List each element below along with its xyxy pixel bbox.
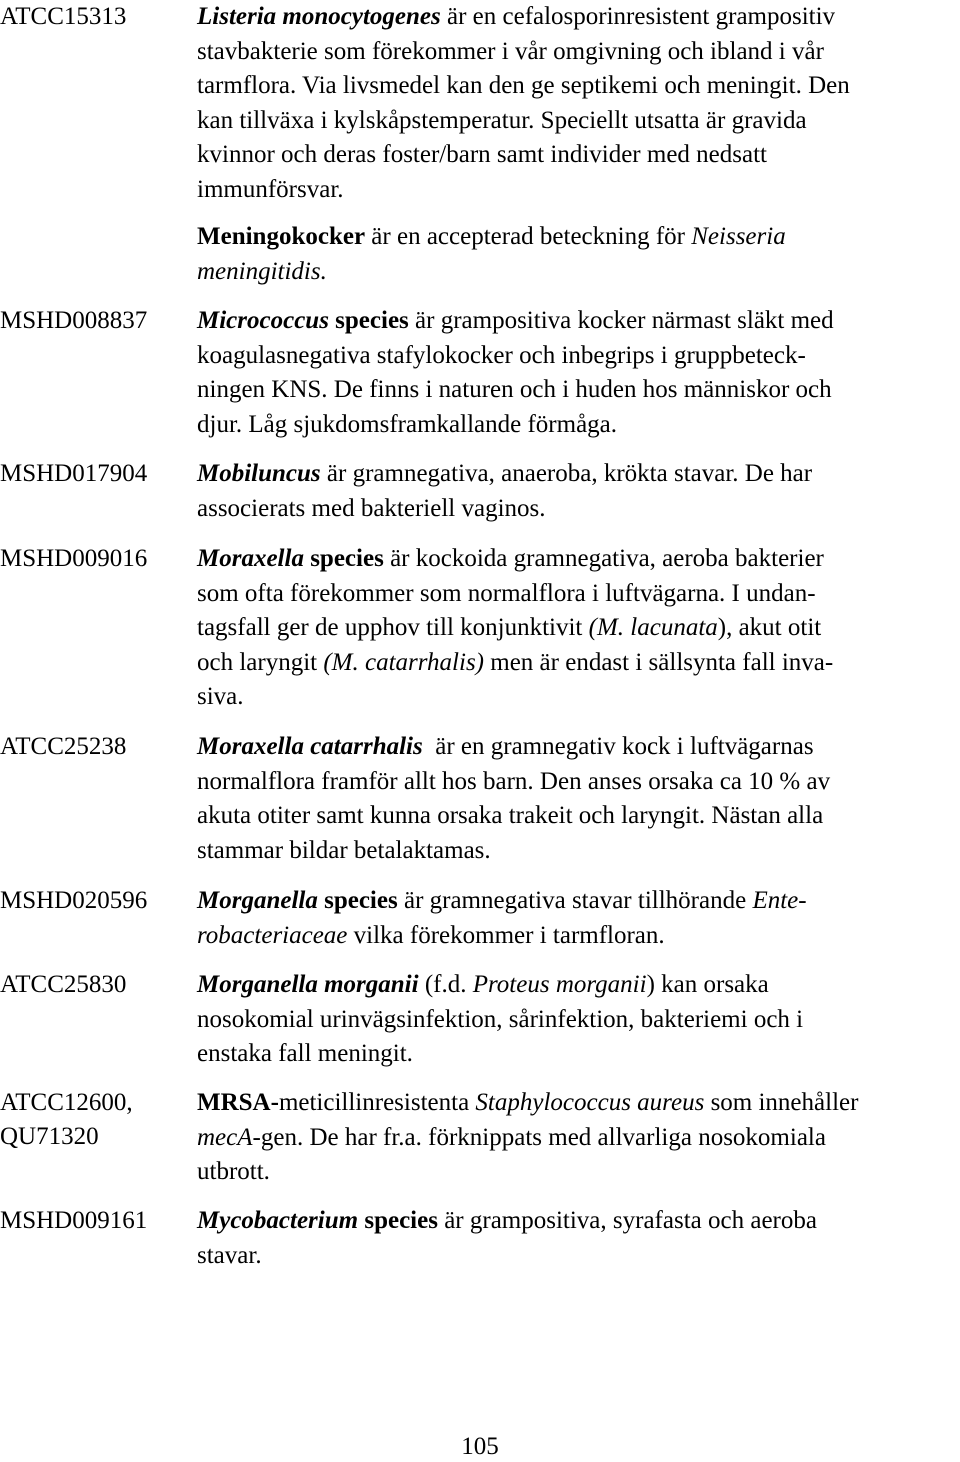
text-run: är en gramnegativ kock i luftvägarnas <box>422 733 814 760</box>
bold-term: species <box>358 1207 438 1234</box>
entry-description <box>197 884 957 953</box>
text-run: (f.d. <box>418 971 473 998</box>
description-line <box>197 339 957 374</box>
description-line <box>197 255 957 290</box>
description-line <box>197 1239 957 1274</box>
description-line <box>197 69 957 104</box>
description-line <box>197 1086 957 1121</box>
description-line <box>197 138 957 173</box>
strain-code-line: MSHD009161 <box>0 1207 148 1234</box>
text-run: vilka förekommer i tarmfloran. <box>347 921 665 949</box>
text-run: som ofta förekommer som normalflora i luftvägarna. I undan- <box>197 579 816 607</box>
text-run: meticillinresistenta <box>278 1089 476 1116</box>
bold-term: MRSA- <box>197 1089 279 1116</box>
italic-term: (M. lacunata <box>588 614 718 641</box>
strain-code-line: QU71320 <box>0 1123 99 1150</box>
description-line <box>197 765 957 800</box>
text-run: tarmflora. Via livsmedel kan den ge septikemi och meningit. Den <box>197 72 850 99</box>
strain-code-line: MSHD008837 <box>0 307 148 334</box>
organism-name: Moraxella catarrhalis <box>197 733 423 760</box>
italic-term: meningitidis. <box>197 257 327 285</box>
strain-code <box>0 457 190 491</box>
entry-description <box>197 220 957 289</box>
italic-term: Ente- <box>752 887 807 914</box>
description-line <box>197 0 957 35</box>
strain-code-line: MSHD009016 <box>0 545 148 572</box>
text-run: djur. Låg sjukdomsframkallande förmåga. <box>197 410 618 438</box>
text-run: stavar. <box>197 1241 262 1269</box>
description-line <box>197 577 957 612</box>
description-line <box>197 799 957 834</box>
organism-name: Morganella morganii <box>197 971 419 998</box>
organism-name: Mycobacterium <box>197 1207 359 1234</box>
bold-term: species <box>317 887 398 914</box>
description-line <box>197 646 957 681</box>
description-line <box>197 1121 957 1156</box>
text-run: är gramnegativa stavar tillhörande <box>397 887 753 914</box>
italic-term: (M. catarrhalis) <box>323 648 485 676</box>
strain-code-line: MSHD017904 <box>0 460 148 487</box>
text-run: stavbakterie som förekommer i vår omgivning och ibland i vår <box>197 37 824 65</box>
description-line <box>197 834 957 869</box>
text-run: tagsfall ger de upphov till konjunktivit <box>197 614 589 641</box>
text-run: siva. <box>197 683 244 710</box>
italic-term: mecA <box>197 1123 253 1151</box>
strain-code <box>0 730 190 764</box>
text-run: normalflora framför allt hos barn. Den anses orsaka ca 10 % av <box>197 767 831 795</box>
text-run: nosokomial urinvägsinfektion, sårinfektion, bakteriemi och i <box>197 1005 804 1033</box>
strain-code <box>0 304 190 338</box>
text-run: ningen KNS. De finns i naturen och i huden hos människor och <box>197 376 832 403</box>
text-run: akuta otiter samt kunna orsaka trakeit och laryngit. Nästan alla <box>197 802 824 829</box>
italic-term: Proteus morganii <box>472 971 647 998</box>
bold-term: species <box>328 307 409 334</box>
italic-term: robacteriaceae <box>197 921 348 949</box>
description-line <box>197 457 957 492</box>
description-line <box>197 919 957 954</box>
entry-description <box>197 304 957 442</box>
strain-code-line: ATCC25238 <box>0 733 127 760</box>
strain-code <box>0 968 190 1002</box>
strain-code-line: ATCC25830 <box>0 971 127 998</box>
text-run: är grampositiva, syrafasta och aeroba <box>437 1207 817 1234</box>
italic-term: Neisseria <box>691 223 786 250</box>
description-line <box>197 1204 957 1239</box>
text-run: ), akut otit <box>717 614 822 641</box>
text-run: men är endast i sällsynta fall inva- <box>484 648 834 676</box>
strain-code <box>0 0 190 34</box>
description-line <box>197 542 957 577</box>
description-line <box>197 408 957 443</box>
page-number: 105 <box>461 1433 499 1460</box>
text-run: enstaka fall meningit. <box>197 1040 413 1067</box>
entry-description <box>197 1086 957 1190</box>
description-line <box>197 304 957 339</box>
bold-term: species <box>303 545 384 572</box>
organism-name: Morganella <box>197 887 318 914</box>
description-line <box>197 611 957 646</box>
description-line <box>197 35 957 70</box>
description-line <box>197 730 957 765</box>
strain-code <box>0 884 190 918</box>
description-line <box>197 1037 957 1072</box>
organism-name: Moraxella <box>197 545 304 572</box>
text-run: kvinnor och deras foster/barn samt individer med nedsatt <box>197 141 767 168</box>
entry-description <box>197 1204 957 1273</box>
text-run: utbrott. <box>197 1158 270 1185</box>
description-line <box>197 1003 957 1038</box>
organism-name: Mobiluncus <box>197 460 321 487</box>
bold-term: Meningokocker <box>197 223 366 250</box>
strain-code-line: MSHD020596 <box>0 887 148 914</box>
entry-description <box>197 542 957 715</box>
description-line <box>197 1155 957 1190</box>
text-run: associerats med bakteriell vaginos. <box>197 494 546 522</box>
text-run: kan tillväxa i kylskåpstemperatur. Speciellt utsatta är gravida <box>197 106 807 134</box>
text-run: är en accepterad beteckning för <box>365 223 692 250</box>
text-run: är gramnegativa, anaeroba, krökta stavar. De har <box>320 460 813 487</box>
text-run: stammar bildar betalaktamas. <box>197 836 491 864</box>
strain-code <box>0 1086 190 1154</box>
entry-description <box>197 457 957 526</box>
text-run: -gen. De har fr.a. förknippats med allvarliga nosokomiala <box>252 1123 826 1151</box>
description-line <box>197 968 957 1003</box>
organism-name: Micrococcus <box>197 307 329 334</box>
text-run: immunförsvar. <box>197 175 344 203</box>
strain-code <box>0 542 190 576</box>
text-run: ) kan orsaka <box>646 971 769 998</box>
organism-name: Listeria monocytogenes <box>197 3 441 30</box>
description-line <box>197 220 957 255</box>
description-line <box>197 104 957 139</box>
text-run: är kockoida gramnegativa, aeroba bakterier <box>383 545 824 572</box>
text-run: är en cefalosporinresistent grampositiv <box>440 3 836 30</box>
entry-description <box>197 968 957 1072</box>
text-run: som innehåller <box>704 1089 859 1116</box>
entry-description <box>197 0 957 207</box>
description-line <box>197 373 957 408</box>
description-line <box>197 680 957 715</box>
entry-description <box>197 730 957 868</box>
description-line <box>197 173 957 208</box>
strain-code-line: ATCC12600, <box>0 1089 133 1116</box>
strain-code-line: ATCC15313 <box>0 3 127 30</box>
strain-code <box>0 1204 190 1238</box>
italic-term: Staphylococcus aureus <box>475 1089 705 1116</box>
text-run: koagulasnegativa stafylokocker och inbegrips i gruppbeteck- <box>197 341 806 369</box>
description-line <box>197 884 957 919</box>
description-line <box>197 492 957 527</box>
text-run: är grampositiva kocker närmast släkt med <box>408 307 834 334</box>
text-run: och laryngit <box>197 648 324 676</box>
